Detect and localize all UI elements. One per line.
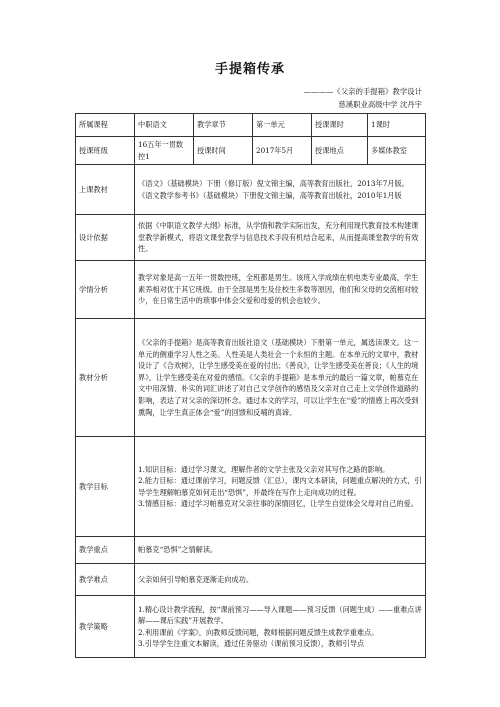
place-value: 多媒体教室 [368,137,426,165]
section-material [76,319,426,437]
textbook-line: 《语文》（基础模块）下册（修订版）倪文锦主编，高等教育出版社，2013年7月版。 [138,179,409,189]
class-value: 16五年一贯数控1 [135,137,194,165]
lesson-plan-table [75,113,426,658]
students-content: 教学对象是高一五年一贯数控班，全班都是男生。该班入学成绩在机电类专业最高，学生素养相对优于其它班级。由于全部是男生及住校生多数等原因，他们和父母的交流相对较少，在日常生活中的琐事中体会父爱和母爱的机会也较少。 [135,261,426,319]
hours-value: 1课时 [368,114,426,137]
section-difficulty [76,564,426,596]
textbook-line: 《语文教学参考书》（基础模块）下册倪文锦主编，高等教育出版社，2010年1月版 [138,190,402,200]
chapter-value: 第一单元 [253,114,312,137]
section-basis [76,215,426,261]
textbook-content [135,165,426,215]
difficulty-content: 父亲如何引导帕慕克逐渐走向成功。 [135,564,426,596]
strategy-item: 3.引导学生注重文本解读，通过任务驱动（课前预习反馈），教师引导点 [138,639,365,649]
section-strategy [76,596,426,658]
students-label: 学情分析 [76,261,135,319]
basis-label: 设计依据 [76,215,135,261]
goal-item: 2.能力目标：通过课前学习，问题反馈（汇总），课内文本研读，问题重点解决的方式，引导学生理解帕慕克如何走出“恐惧”，并最终在写作上走向成功的过程。 [138,476,422,497]
material-content: 《父亲的手提箱》是高等教育出版社语文（基础模块）下册第一单元，属选读课文。这一单元的侧重学习人性之美。人性美是人类社会一个永恒的主题。在本单元的文章中，教材设计了《合欢树》，让学生感受美在爱的付出；《善良》，让学生感受美在善良；《人生的境界》，让学生感受美在对爱的感悟。《父亲的手提箱》是本单元的最后一篇文章，帕慕克在文中用深情、朴实的词汇讲述了对自己文学创作的感悟及父亲对自己走上文学创作道路的影响，表达了对父亲的深切怀念。通过本文的学习，可以让学生在“爱”的情感上再次受到熏陶，让学生真正体会“爱”的回馈和反哺的真谛。 [135,319,426,437]
section-students [76,261,426,319]
goals-content [135,437,426,537]
page-title: 手提箱传承 [214,62,285,77]
key-label: 教学重点 [76,537,135,564]
strategy-item: 1.精心设计教学流程，按“课前预习——导入课题——预习反馈（问题生成）——重难点讲解——课后实践”开展教学。 [138,604,422,626]
chapter-label: 教学章节 [194,114,253,137]
info-row-course [76,114,426,137]
section-key [76,537,426,564]
class-label: 授课班级 [76,137,135,165]
key-content: 帕慕克“恐惧”之情解读。 [135,537,426,564]
strategy-label: 教学策略 [76,596,135,658]
section-goals [76,437,426,537]
basis-content: 依据《中职语文教学大纲》标准，从学情和教学实际出发，充分利用现代教育技术构建课堂教学新模式，将语文课堂教学与信息技术手段有机结合起来，从而提高课堂教学的有效性。 [135,215,426,261]
material-label: 教材分析 [76,319,135,437]
place-label: 授课地点 [312,137,368,165]
info-row-class [76,137,426,165]
strategy-item: 2.利用课前《学案》，向教师反馈问题，教师根据问题反馈生成教学重难点。 [138,627,379,637]
author-line: 慈溪职业高级中学 沈丹宇 [338,100,422,109]
strategy-content [135,596,426,658]
goal-item: 1.知识目标：通过学习课文，理解作者的文学主张及父亲对其写作之路的影响。 [138,464,390,474]
goal-item: 3.情感目标：通过学习帕慕克对父亲往事的深情回忆，让学生自觉体会父母对自己的爱。 [138,499,418,509]
hours-label: 授课课时 [312,114,368,137]
difficulty-label: 教学难点 [76,564,135,596]
course-value: 中职语文 [135,114,194,137]
document-subtitle: ————《父亲的手提箱》教学设计 [303,87,422,96]
course-label: 所属课程 [76,114,135,137]
textbook-label: 上课教材 [76,165,135,215]
goals-label: 教学目标 [76,437,135,537]
time-label: 授课时间 [194,137,253,165]
section-textbook [76,165,426,215]
time-value: 2017年5月 [253,137,312,165]
